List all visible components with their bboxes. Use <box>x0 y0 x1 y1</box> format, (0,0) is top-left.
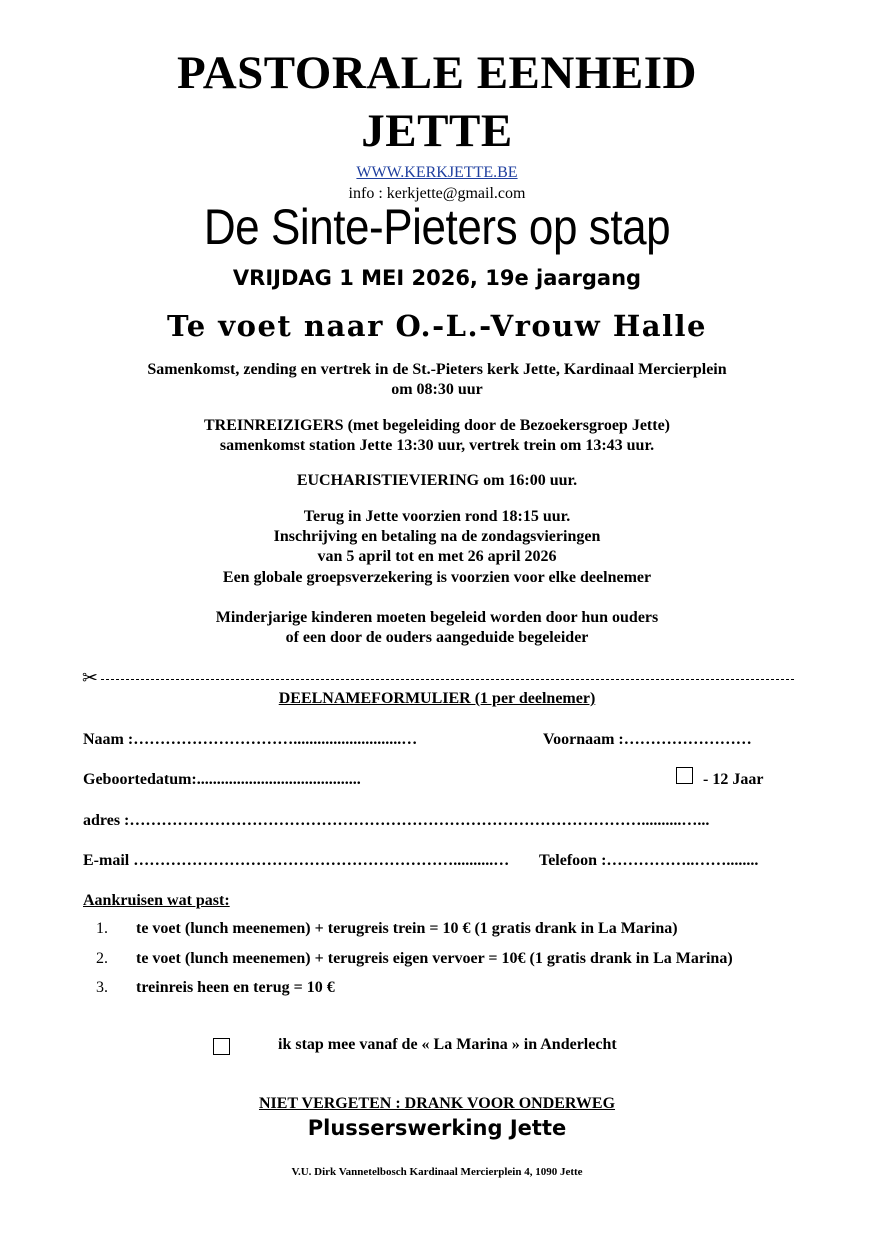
option-number: 1. <box>96 920 108 937</box>
reminder-text: NIET VERGETEN : DRANK VOOR ONDERWEG <box>258 1095 616 1112</box>
event-date: VRIJDAG 1 MEI 2026, 19e jaargang <box>232 266 642 290</box>
telefoon-field[interactable]: Telefoon :……………..……........ <box>539 852 759 869</box>
la-marina-label: ik stap mee vanaf de « La Marina » in Anderlecht <box>278 1036 617 1053</box>
mass-line: EUCHARISTIEVIERING om 16:00 uur. <box>296 472 578 489</box>
option-text: te voet (lunch meenemen) + terugreis eigen vervoer = 10€ (1 gratis drank in La Marina) <box>136 950 733 967</box>
train-line-2: samenkomst station Jette 13:30 uur, vertrek trein om 13:43 uur. <box>219 437 655 454</box>
minors-line-2: of een door de ouders aangeduide begeleider <box>285 629 589 646</box>
return-line-2: Inschrijving en betaling na de zondagsvieringen <box>273 528 601 545</box>
gathering-line-2: om 08:30 uur <box>391 381 483 398</box>
voornaam-field[interactable]: Voornaam :…………………… <box>543 731 752 748</box>
publisher-line: V.U. Dirk Vannetelbosch Kardinaal Mercierplein 4, 1090 Jette <box>291 1166 583 1178</box>
email-info: info : kerkjette@gmail.com <box>348 185 526 202</box>
under-12-label: - 12 Jaar <box>703 771 764 788</box>
scissors-icon: ✂ <box>82 667 98 689</box>
under-12-checkbox[interactable] <box>676 767 693 784</box>
event-destination: Te voet naar O.-L.-Vrouw Halle <box>166 309 708 343</box>
option-text: treinreis heen en terug = 10 € <box>136 979 335 996</box>
website-line <box>0 164 874 182</box>
return-line-1: Terug in Jette voorzien rond 18:15 uur. <box>303 508 571 525</box>
option-number: 2. <box>96 950 108 967</box>
option-text: te voet (lunch meenemen) + terugreis trein = 10 € (1 gratis drank in La Marina) <box>136 920 678 937</box>
page-title-line1: PASTORALE EENHEID <box>177 47 697 99</box>
list-item[interactable] <box>96 950 816 970</box>
return-line-3: van 5 april tot en met 26 april 2026 <box>317 548 557 565</box>
organizer-name: Plusserswerking Jette <box>307 1116 567 1140</box>
website-link[interactable]: WWW.KERKJETTE.BE <box>356 164 518 181</box>
geboortedatum-field[interactable]: Geboortedatum:......................................... <box>83 771 361 788</box>
options-title: Aankruisen wat past: <box>83 892 230 909</box>
email-field[interactable]: E-mail ……………………………………………………..........… <box>83 852 510 869</box>
cut-line <box>82 668 794 688</box>
return-line-4: Een globale groepsverzekering is voorzien voor elke deelnemer <box>222 569 652 586</box>
option-number: 3. <box>96 979 108 996</box>
train-line-1: TREINREIZIGERS (met begeleiding door de Bezoekersgroep Jette) <box>203 417 671 434</box>
event-title: De Sinte-Pieters op stap <box>203 199 671 255</box>
list-item[interactable] <box>96 979 816 999</box>
adres-field[interactable]: adres :……………………………………………………………………………………..........…... <box>83 812 710 829</box>
la-marina-checkbox[interactable] <box>213 1038 230 1055</box>
page-title-line2: JETTE <box>361 105 513 157</box>
gathering-line-1: Samenkomst, zending en vertrek in de St.-Pieters kerk Jette, Kardinaal Mercierplein <box>147 361 727 378</box>
form-title: DEELNAMEFORMULIER (1 per deelnemer) <box>278 690 596 707</box>
minors-line-1: Minderjarige kinderen moeten begeleid worden door hun ouders <box>215 609 659 626</box>
dashed-divider <box>101 679 794 680</box>
list-item[interactable] <box>96 920 816 940</box>
naam-field[interactable]: Naam :…………………………...........................… <box>83 731 418 748</box>
